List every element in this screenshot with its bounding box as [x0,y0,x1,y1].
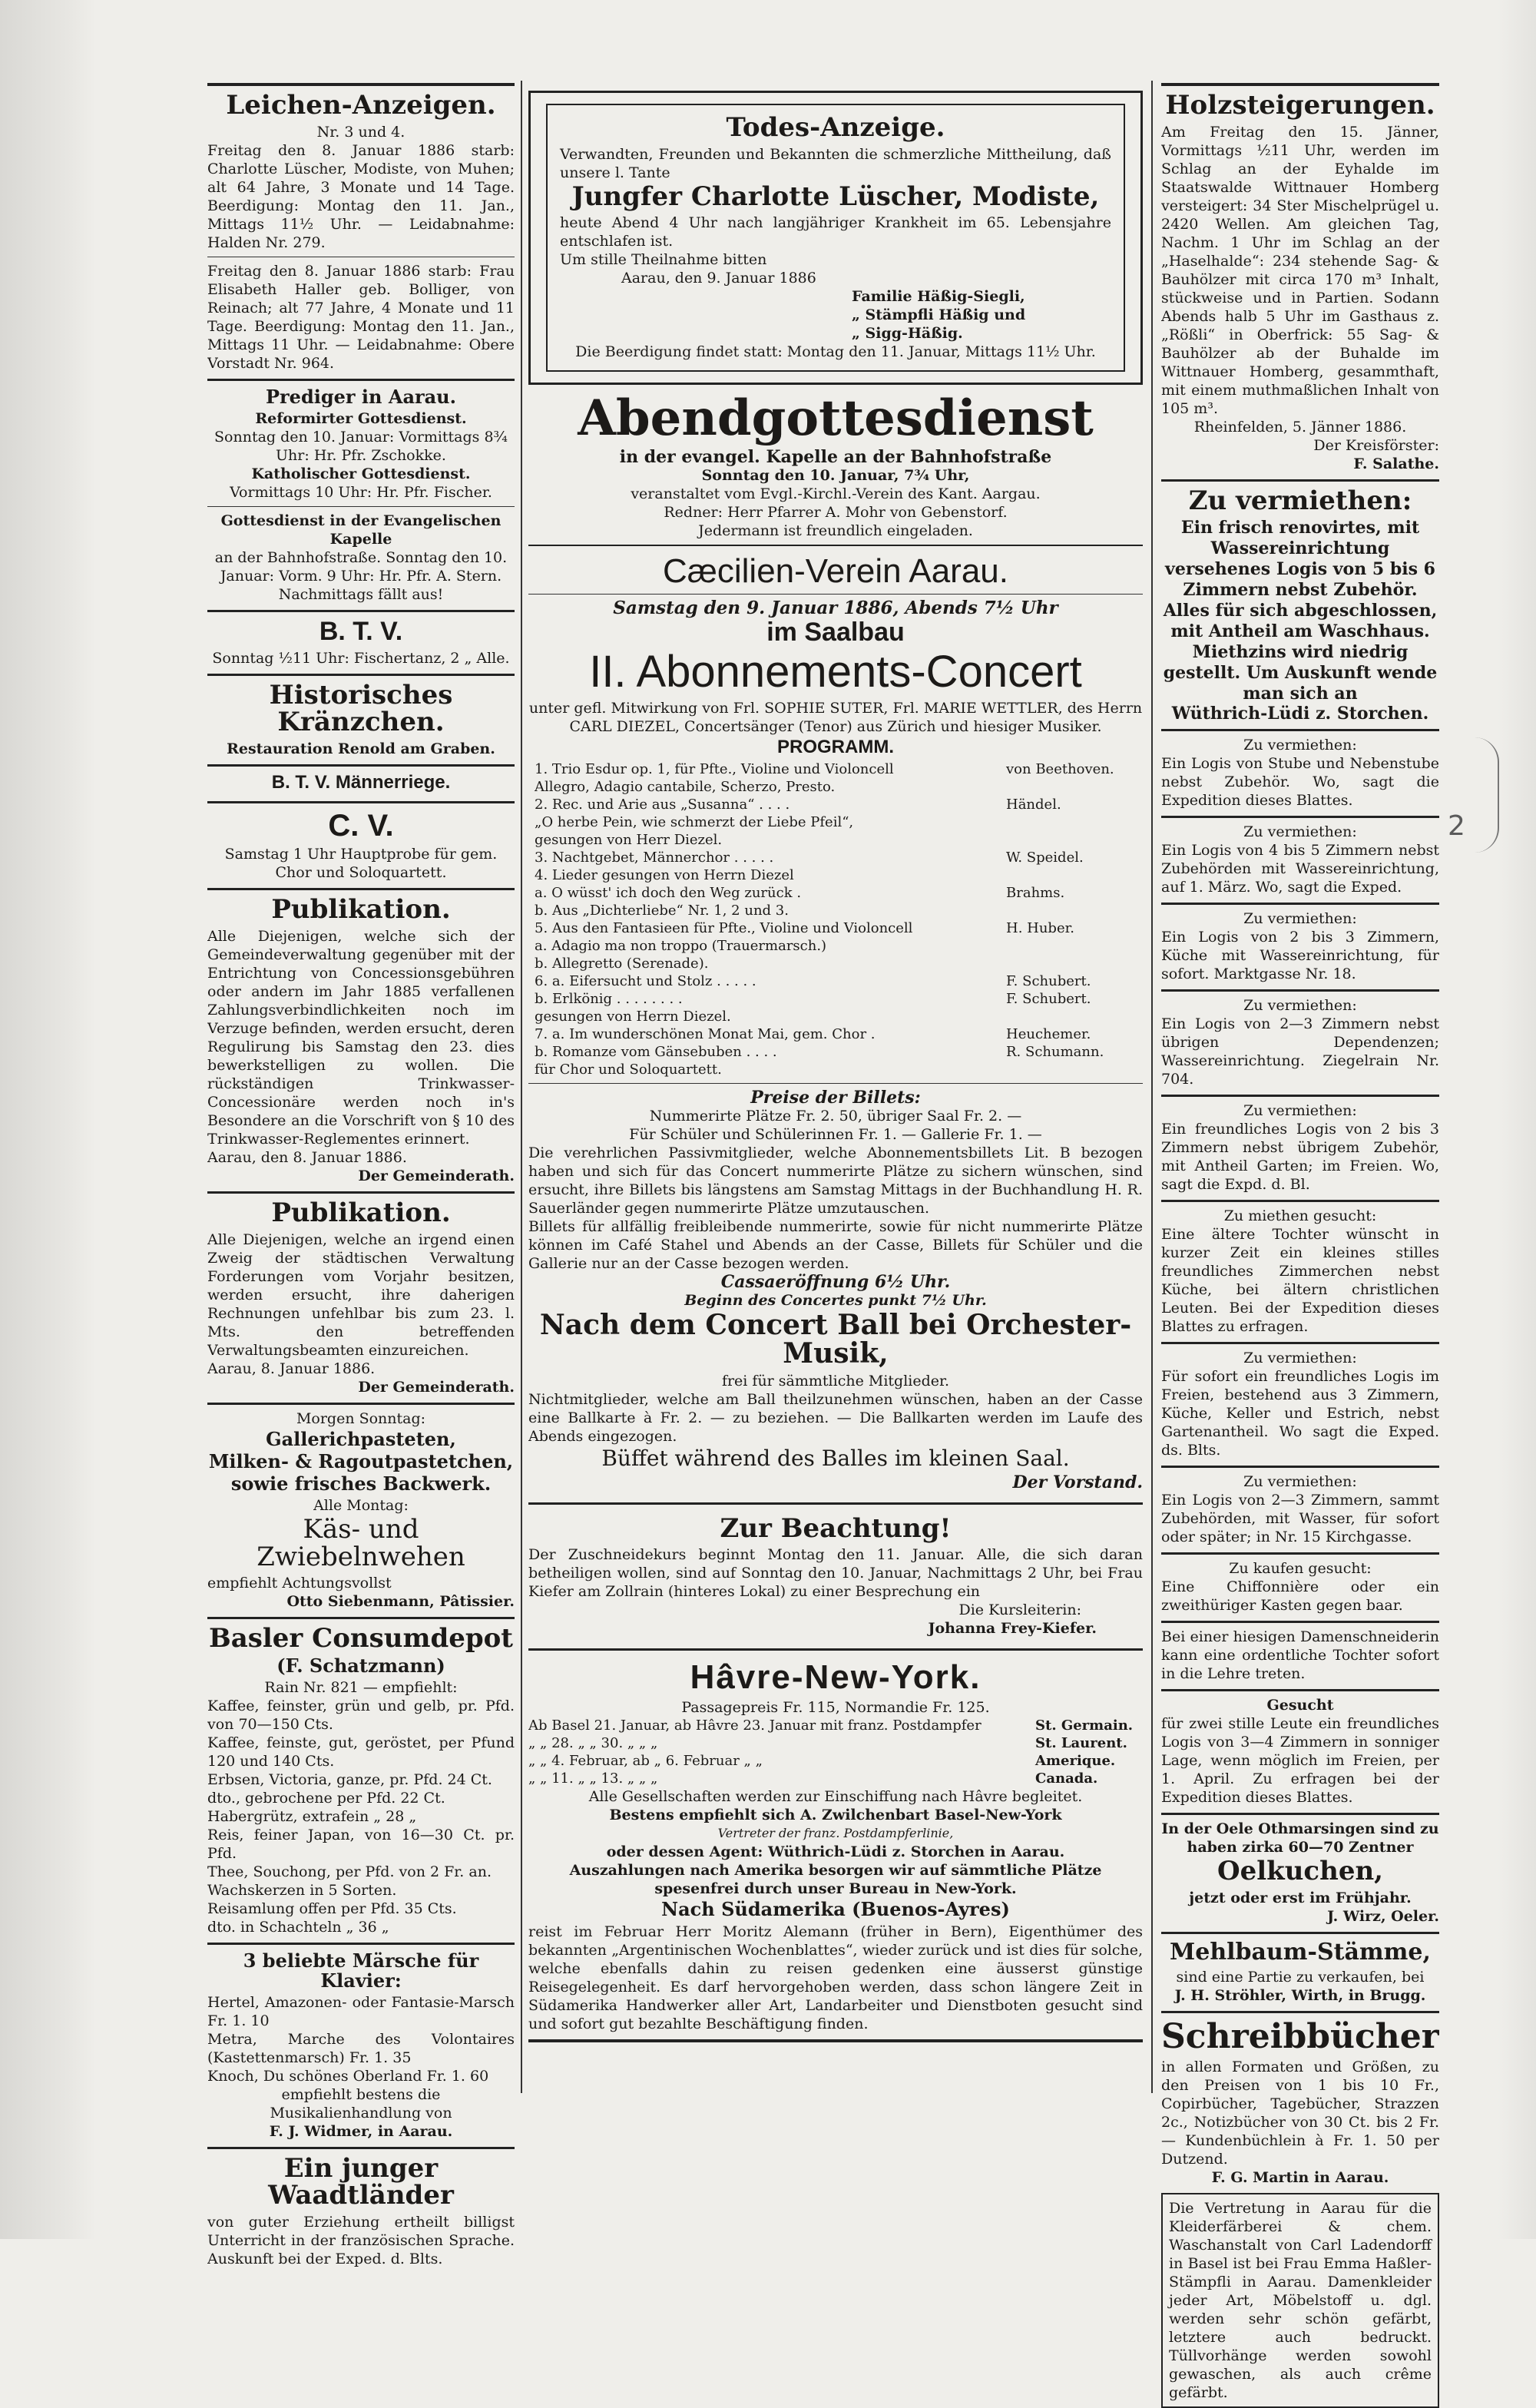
hist-title: Historisches Kränzchen. [269,679,453,738]
faerb-text: Die Vertretung in Aarau für die Kleiderfärberei & chem. Waschanstalt von Carl Ladendorff in Basel ist bei Frau Emma Haßler-Stämpfli in Aarau. Damenkleider jeder Art, Möbelstoff u. dgl. werden sehr schön gefärbt, letztere auch bedruckt. Tüllvorhänge werden sowohl gewaschen, als auch crême gefärbt. [1169,2199,1432,2401]
btv-maennerriege-ad [207,764,515,801]
basler-line: Kaffee, feinste, gut, geröstet, per Pfund 120 und 140 Cts. [207,1734,515,1770]
basler-line: Reisamlung offen per Pfd. 35 Cts. [207,1900,457,1918]
beachtung-text: Der Zuschneidekurs beginnt Montag den 11. Januar. Alle, die sich daran betheiligen wollen, sind auf Sonntag den 10. Januar, Nachmittags 2 Uhr, bei Frau Kiefer am Zollrain (hinteres Lokal) zu einer Besprechung ein [528,1546,1143,1601]
maersche-ad [207,1943,515,2146]
small-ad [1161,1200,1439,1342]
basler-consumdepot-ad [207,1617,515,1943]
todes-bitte: Um stille Theilnahme bitten [560,251,767,269]
preise-title: Preise der Billets: [750,1087,921,1108]
small-ad [1161,989,1439,1095]
schreib-sign: F. G. Martin in Aarau. [1211,2168,1389,2186]
todes-title: Todes-Anzeige. [726,112,945,143]
leichen-title: Leichen-Anzeigen. [226,90,496,121]
programm-item: 5. Aus den Fantasieen für Pfte., Violine und Violoncell H. Huber. [535,919,1074,936]
todes-anzeige [528,91,1143,385]
small-ad-head: Zu vermiethen: [1243,1473,1357,1491]
small-ad-text: Ein freundliches Logis von 2 bis 3 Zimmern nebst übrigem Zubehör, mit Antheil Garten; im Freien. Wo, sagt die Expd. d. Bl. [1161,1121,1439,1194]
programm-item: gesungen von Herr Diezel. [535,831,723,848]
beachtung-ad [528,1509,1143,1645]
buffet: Büffet während des Balles im kleinen Saal. [601,1446,1070,1472]
small-ad-head: Zu vermiethen: [1243,823,1357,841]
baeck-line-2: Gallerichpasteten, [266,1427,456,1450]
prediger-title: Prediger in Aarau. [265,385,456,408]
small-ad [1161,1689,1439,1813]
havre-l3: Vertreter der franz. Postdampferlinie, [717,1826,954,1841]
btvm-title: B. T. V. Männerriege. [271,771,451,793]
abend-line-5: Jedermann ist freundlich eingeladen. [698,522,973,539]
programm-item: a. O wüsst' ich doch den Weg zurück . Brahms. [535,884,1065,901]
ball-sub: frei für sämmtliche Mitglieder. [721,1373,950,1390]
programm-item: 7. a. Im wunderschönen Monat Mai, gem. Chor . Heuchemer. [535,1025,1091,1042]
preise-line-4: Billets für allfällig freibleibende nummerirte, sowie für nicht nummerirte Plätze können im Café Stahel und Abends an der Casse, Billets für Schüler und die Gallerie nur an der Casse bezogen werden. [528,1217,1143,1272]
small-ad [1161,1095,1439,1200]
havre-row: „ „ 28. „ „ 30. „ „ „ St. Laurent. [528,1735,1127,1752]
holz-title: Holzsteigerungen. [1165,90,1435,121]
programm-item: „O herbe Pein, wie schmerzt der Liebe Pfeil“, [535,813,854,830]
havre-title: Hâvre-New-York. [690,1658,982,1697]
small-ad-text: Für sofort ein freundliches Logis im Freien, bestehend aus 3 Zimmern, Küche, Keller und Estrich, nebst Gartenantheil. Wo sagt die Exped. ds. Blts. [1161,1368,1439,1459]
basler-line: Habergrütz, extrafein „ 28 „ [207,1808,417,1826]
programm-list [528,760,1143,1078]
todes-beerdigung: Die Beerdigung findet statt: Montag den 11. Januar, Mittags 11½ Uhr. [575,343,1096,361]
programm-item: 4. Lieder gesungen von Herrn Diezel [535,866,794,883]
small-ad-head: Zu vermiethen: [1243,1102,1357,1120]
mehl-title: Mehlbaum-Stämme, [1170,1939,1431,1966]
small-ad-text: Ein Logis von 2 bis 3 Zimmern, Küche mit Wassereinrichtung, für sofort. Marktgasse Nr. 18. [1161,929,1439,983]
column-right [1161,83,1439,2408]
vorstand-sign: Der Vorstand. [1012,1472,1143,1492]
pub1-text: Alle Diejenigen, welche sich der Gemeindeverwaltung gegenüber mit der Entrichtung von Concessionsgebühren oder andern im Jahr 1885 verfallenen Zahlungsverbindlichkeiten noch im Verzuge befinden, werden ersucht, deren Regulirung bis Samstag den 23. dies bewerkstelligen zu wollen. Die rückständigen Trinkwasser-Concessionäre werden noch in's Besondere an die Vorschrift von § 10 des Trinkwasser-Reglementes erinnert. [207,927,515,1148]
historisches-kraenzchen-ad [207,674,515,764]
havre-l7: reist im Februar Herr Moritz Alemann (früher in Bern), Eigenthümer des bekannten „Argentinischen Wochenblattes“, wieder zurück und ist dies für solche, welche ebenfalls dahin zu reisen gedenken eine äusserst günstige Reisegelegenheit. Es darf hervorgehoben werden, dass schon längere Zeit in Südamerika Handwerker aller Art, Landarbeiter und Dienstboten gesucht sind und sofort gut bezahlte Beschäftigung finden. [528,1923,1143,2032]
basler-line: Wachskerzen in 5 Sorten. [207,1882,397,1900]
btv-ad [207,610,515,674]
pub2-place: Aarau, 8. Januar 1886. [207,1360,376,1377]
divider [528,1648,1143,1651]
small-ad-head: Zu miethen gesucht: [1223,1207,1377,1225]
small-ad-head: Gesucht [1266,1697,1334,1714]
holz-place: Rheinfelden, 5. Jänner 1886. [1193,418,1407,436]
cv-title: C. V. [328,809,394,843]
btv-text: Sonntag ½11 Uhr: Fischertanz, 2 „ Alle. [212,649,510,667]
leichen-nr: Nr. 3 und 4. [316,123,406,141]
pub1-sign: Der Gemeinderath. [358,1167,515,1184]
havre-l2: Bestens empfiehlt sich A. Zwilchenbart Basel-New-York [609,1807,1062,1824]
pub2-text: Alle Diejenigen, welche an irgend einen Zweig der städtischen Verwaltung Forderungen vom Vorjahr besitzen, werden ersucht, ihre daherigen Rechnungen unfehlbar bis zum 23. l. Mts. den betreffenden Verwaltungsbeamten einzureichen. [207,1230,515,1359]
small-ad-text: Ein Logis von 4 bis 5 Zimmern nebst Zubehörden mit Wassereinrichtung, auf 1. März. Wo, sagt die Exped. [1161,842,1439,896]
small-ad-text: Ein Logis von Stube und Nebenstube nebst Zubehör. Wo, sagt die Expedition dieses Blattes. [1161,755,1439,810]
preise-line-2: Für Schüler und Schülerinnen Fr. 1. — Gallerie Fr. 1. — [629,1125,1042,1143]
preise-line-3: Die verehrlichen Passivmitglieder, welche Abonnementsbillets Lit. B bezogen haben und sich für das Concert nummerirte Plätze zu sichern wünschen, sind ersucht, ihre Billets bis längstens am Samstag Mittags in der Buchhandlung H. R. Sauerländer gegen nummerirte Plätze umzutauschen. [528,1144,1143,1217]
basler-sub: (F. Schatzmann) [276,1654,445,1678]
programm-item: b. Allegretto (Serenade). [535,955,709,972]
vermieth1-text: Ein frisch renovirtes, mit Wassereinrichtung versehenes Logis von 5 bis 6 Zimmern nebst Zubehör. Alles für sich abgeschlossen, mit Antheil am Waschhaus. Miethzins wird niedrig gestellt. Um Auskunft wende man sich an [1163,518,1438,704]
small-ad [1161,816,1439,903]
holz-sign: F. Salathe. [1353,455,1439,472]
leichen-anzeigen [207,83,515,379]
todes-text: heute Abend 4 Uhr nach langjähriger Krankheit im 65. Lebensjahre entschlafen ist. [560,214,1111,250]
waadtlaender-ad [207,2147,515,2274]
schreib-title: Schreibbücher [1161,2016,1439,2056]
havre-l1: Alle Gesellschaften werden zur Einschiffung nach Hâvre begleitet. [588,1788,1083,1806]
beginn: Beginn des Concertes punkt 7½ Uhr. [684,1291,987,1309]
small-ad [1161,1466,1439,1552]
programm-item: für Chor und Soloquartett. [535,1061,722,1078]
divider [528,1083,1143,1084]
schreibbuecher-ad [1161,2011,1439,2193]
maersche-sign: F. J. Widmer, in Aarau. [269,2122,453,2140]
havre-row: „ „ 11. „ „ 13. „ „ „ Canada. [528,1770,1098,1787]
caecilien-date: Samstag den 9. Januar 1886, Abends 7½ Uhr [613,597,1058,618]
page-right-edge [1498,0,1536,2239]
abend-line-1: in der evangel. Kapelle an der Bahnhofstraße [619,446,1052,467]
pub2-title: Publikation. [271,1197,451,1228]
divider [528,1502,1143,1505]
basler-line: dto., gebrochene per Pfd. 22 Ct. [207,1790,445,1807]
ball-title: Nach dem Concert Ball bei Orchester-Musik, [539,1308,1132,1370]
small-ad-text: Eine ältere Tochter wünscht in kurzer Zeit ein kleines stilles freundliches Zimmerchen nebst Küche, bei ältern christlichen Leuten. Bei der Expedition dieses Blattes zu erfragen. [1161,1226,1439,1336]
vermieth1-title: Zu vermiethen: [1188,485,1412,516]
leichen-entry-1: Freitag den 8. Januar 1886 starb: Charlotte Lüscher, Modiste, von Muhen; alt 64 Jahre, 3 Monate und 14 Tage. Beerdigung: Montag den 11. Jan., Mittags 11½ Uhr. — Leidabnahme: Halden Nr. 279. [207,141,515,251]
small-ad-head: Zu kaufen gesucht: [1229,1560,1372,1578]
basler-line: Reis, feiner Japan, von 16—30 Ct. pr. Pfd. [207,1827,515,1863]
havre-pass: Passagepreis Fr. 115, Normandie Fr. 125. [681,1699,990,1717]
abend-line-4: Redner: Herr Pfarrer A. Mohr von Gebenstorf. [664,503,1008,521]
beachtung-title: Zur Beachtung! [720,1512,952,1544]
mehlbaum-ad [1161,1932,1439,2011]
margin-note: 2 [1448,810,1465,842]
todes-place: Aarau, den 9. Januar 1886 [621,270,816,287]
small-ad [1161,729,1439,816]
small-ad-text: für zwei stille Leute ein freundliches Logis von 3—4 Zimmern in sonniger Lage, wenn möglich im Freien, per 1. April. Zu erfragen bei der Expedition dieses Blattes. [1161,1715,1439,1807]
programm-item: b. Erlkönig . . . . . . . . F. Schubert. [535,990,1091,1007]
small-ad-head: Zu vermiethen: [1243,1350,1357,1367]
baeck-line-7: empfiehlt Achtungsvollst [207,1575,392,1592]
maersche-line: Knoch, Du schönes Oberland Fr. 1. 60 [207,2067,489,2085]
evang-text: an der Bahnhofstraße. Sonntag den 10. Januar: Vorm. 9 Uhr: Hr. Pfr. A. Stern. Nachmittags fällt aus! [214,548,508,603]
holz-text: Am Freitag den 15. Jänner, Vormittags ½11 Uhr, werden im Schlag an der Eyhalde im Staatswalde Wittnauer Homberg versteigert: 34 Ster Mischelprügel u. 2420 Wellen. Am gleichen Tag, Nachm. 1 Uhr im Schlag an der „Haselhalde“: 234 stehende Sag- & Bauhölzer mit circa 170 m³ Inhalt, stückweise und in Partien. Sodann Abends halb 5 Uhr im Gasthaus z. „Rößli“ in Oberfrick: 55 Sag- & Bauhölzer ab der Buhalde im Wittnauer Homberg, gesammthaft, mit einem muthmaßlichen Inhalt von 105 m³. [1161,123,1439,417]
baeck-line-1: Morgen Sonntag: [296,1409,426,1427]
column-middle [528,83,1143,2042]
abendgottesdienst-ad [528,385,1143,545]
cv-text: Samstag 1 Uhr Hauptprobe für gem. Chor und Soloquartett. [224,846,498,882]
todes-fam-3: „ Sigg-Häßig. [852,325,963,343]
publikation-1 [207,888,515,1191]
evang-head: Gottesdienst in der Evangelischen Kapelle [220,512,502,548]
basler-line: Thee, Souchong, per Pfd. von 2 Fr. an. [207,1863,492,1881]
waadt-title: Ein junger Waadtländer [268,2152,454,2211]
kasse: Cassaeröffnung 6½ Uhr. [720,1271,951,1292]
maersche-line: Metra, Marche des Volontaires (Kastettenmarsch) Fr. 1. 35 [207,2030,515,2066]
basler-addr: Rain Nr. 821 — empfiehlt: [264,1679,458,1697]
maersche-foot: empfiehlt bestens die Musikalienhandlung von [270,2085,452,2121]
small-ad [1161,903,1439,989]
small-ad [1161,1552,1439,1621]
havre-row: Ab Basel 21. Januar, ab Hâvre 23. Januar mit franz. Postdampfer St. Germain. [528,1717,1134,1734]
havre-l6: Nach Südamerika (Buenos-Ayres) [661,1898,1010,1921]
small-ad-head: Zu vermiethen: [1243,910,1357,928]
leichen-entry-2: Freitag den 8. Januar 1886 starb: Frau Elisabeth Haller geb. Bolliger, von Reinach; alt 77 Jahre, 4 Monate und 11 Tage. Beerdigung: Montag den 11. Jan., Mittags 11 Uhr. — Leidabnahme: Obere Vorstadt Nr. 964. [207,262,515,372]
preise-line-1: Nummerirte Plätze Fr. 2. 50, übriger Saal Fr. 2. — [649,1107,1022,1125]
baeck-line-4: sowie frisches Backwerk. [230,1472,492,1495]
programm-item: b. Aus „Dichterliebe“ Nr. 1, 2 und 3. [535,902,789,919]
katholisch-text: Vormittags 10 Uhr: Hr. Pfr. Fischer. [230,483,492,501]
divider [207,506,515,507]
small-ad [1161,1621,1439,1689]
caecilien-mitwirkung: unter gefl. Mitwirkung von Frl. SOPHIE SUTER, Frl. MARIE WETTLER, des Herrn CARL DIEZEL, Concertsänger (Tenor) aus Zürich und hiesiger Musiker. [528,700,1143,736]
holzsteigerungen-ad [1161,83,1439,479]
mehl-text: sind eine Partie zu verkaufen, bei [1176,1968,1425,1986]
mehl-sign: J. H. Ströhler, Wirth, in Brugg. [1174,1986,1426,2004]
programm-item: Allegro, Adagio cantabile, Scherzo, Presto. [535,778,836,795]
waadt-text: von guter Erziehung ertheilt billigst Unterricht in der französischen Sprache. Auskunft bei der Exped. d. Blts. [207,2214,515,2268]
vermiethen-main-ad [1161,479,1439,730]
small-ad-text: Bei einer hiesigen Damenschneiderin kann eine ordentliche Tochter sofort in die Lehre treten. [1161,1628,1439,1683]
maersche-title: 3 beliebte Märsche für Klavier: [243,1949,479,1992]
todes-fam-2: „ Stämpfli Häßig und [852,306,1026,324]
abend-title: Abendgottesdienst [578,389,1094,448]
cv-ad [207,801,515,888]
programm-item: 6. a. Eifersucht und Stolz . . . . . F. Schubert. [535,972,1091,989]
basler-title: Basler Consumdepot [208,1623,514,1654]
reformiert-text: Sonntag den 10. Januar: Vormittags 8¾ Uhr: Hr. Pfr. Zschokke. [214,428,508,464]
oel-sub: jetzt oder erst im Frühjahr. [1189,1890,1412,1907]
small-ad-text: Ein Logis von 2—3 Zimmern nebst übrigen Dependenzen; Wassereinrichtung. Ziegelrain Nr. 704. [1161,1015,1439,1088]
column-left [207,83,515,2274]
small-ad-text: Eine Chiffonnière oder ein zweithüriger Kasten gegen baar. [1161,1578,1439,1615]
pub1-title: Publikation. [271,894,451,926]
hist-text: Restauration Renold am Graben. [227,740,495,757]
todes-intro: Verwandten, Freunden und Bekannten die schmerzliche Mittheilung, daß unsere l. Tante [560,145,1111,181]
abend-line-2: Sonntag den 10. Januar, 7¾ Uhr, [701,466,970,484]
abend-line-3: veranstaltet vom Evgl.-Kirchl.-Verein des Kant. Aargau. [631,485,1041,502]
programm-item: gesungen von Herrn Diezel. [535,1008,731,1025]
small-ad-head: Zu vermiethen: [1243,997,1357,1015]
pub2-sign: Der Gemeinderath. [358,1378,515,1396]
programm-item: b. Romanze vom Gänsebuben . . . . R. Schumann. [535,1043,1104,1060]
oel-intro: In der Oele Othmarsingen sind zu haben zirka 60—70 Zentner [1161,1820,1439,1857]
katholisch-head: Katholischer Gottesdienst. [251,465,471,482]
divider [528,594,1143,595]
programm-title: PROGRAMM. [777,737,894,758]
small-ad-text: Ein Logis von 2—3 Zimmern, sammt Zubehörden, mit Wasser, für sofort oder später; in Nr. 15 Kirchgasse. [1161,1492,1439,1546]
basler-line: Erbsen, Victoria, ganze, pr. Pfd. 24 Ct. [207,1771,492,1789]
caecilien-venue: im Saalbau [766,617,905,647]
baeck-line-3: Milken- & Ragoutpastetchen, [208,1449,514,1472]
page-left-edge [0,0,96,2239]
pencil-mark [1475,737,1499,853]
basler-line: dto. in Schachteln „ 36 „ [207,1919,389,1936]
programm-item: 2. Rec. und Arie aus „Susanna“ . . . . Händel. [535,796,1061,813]
oel-sign: J. Wirz, Oeler. [1327,1908,1439,1926]
vermieth1-sign: Wüthrich-Lüdi z. Storchen. [1171,704,1429,724]
baeckerei-ad [207,1403,515,1618]
ball-text: Nichtmitglieder, welche am Ball theilzunehmen wünschen, haben an der Casse eine Ballkarte à Fr. 2. — zu beziehen. — Die Ballkarten werden im Laufe des Abends eingezogen. [528,1391,1143,1446]
havre-new-york-ad [528,1655,1143,2042]
beachtung-sign: Johanna Frey-Kiefer. [928,1620,1097,1638]
havre-l5: Auszahlungen nach Amerika besorgen wir auf sämmtliche Plätze spesenfrei durch unser Bureau in New-York. [569,1862,1102,1898]
todes-fam-1: Familie Häßig-Siegli, [852,288,1025,306]
prediger-ad [207,379,515,610]
todes-name: Jungfer Charlotte Lüscher, Modiste, [571,181,1100,212]
oelkuchen-ad [1161,1813,1439,1932]
small-ad-head: Zu vermiethen: [1243,737,1357,754]
btv-title: B. T. V. [319,616,403,646]
publikation-2 [207,1191,515,1403]
programm-item: 3. Nachtgebet, Männerchor . . . . . W. Speidel. [535,849,1084,866]
baeck-line-5: Alle Montag: [313,1497,409,1515]
havre-row: „ „ 4. Februar, ab „ 6. Februar „ „ Amerique. [528,1753,1116,1770]
programm-item: a. Adagio ma non troppo (Trauermarsch.) [535,937,827,954]
small-ad [1161,1342,1439,1466]
schreib-text: in allen Formaten und Größen, zu den Preisen von 1 bis 10 Fr., Copirbücher, Tagebücher, Strazzen 2c., Notizbücher von 30 Ct. bis 2 Fr. — Kundenbüchlein à Fr. 1. 50 per Dutzend. [1161,2058,1439,2168]
caecilien-concert: II. Abonnements-Concert [589,647,1082,697]
oel-title: Oelkuchen, [1217,1856,1384,1887]
programm-item: 1. Trio Esdur op. 1, für Pfte., Violine und Violoncell von Beethoven. [535,760,1114,777]
havre-l4: oder dessen Agent: Wüthrich-Lüdi z. Storchen in Aarau. [606,1843,1065,1861]
caecilien-title: Cæcilien-Verein Aarau. [662,551,1008,590]
maersche-line: Hertel, Amazonen- oder Fantasie-Marsch Fr. 1. 10 [207,1993,515,2029]
reformiert-head: Reformirter Gottesdienst. [255,409,467,427]
caecilien-ad [528,546,1143,1498]
baeck-line-6: Käs- und Zwiebelnwehen [257,1514,465,1572]
pub1-place: Aarau, den 8. Januar 1886. [207,1148,407,1166]
holz-role: Der Kreisförster: [1313,436,1439,454]
column-rule-right [1151,81,1153,2093]
faerberei-ad [1161,2193,1439,2408]
baeck-sign: Otto Siebenmann, Pâtissier. [286,1593,515,1611]
beachtung-role: Die Kursleiterin: [958,1601,1081,1619]
basler-line: Kaffee, feinster, grün und gelb, pr. Pfd. von 70—150 Cts. [207,1698,515,1734]
column-rule-left [521,81,522,2093]
